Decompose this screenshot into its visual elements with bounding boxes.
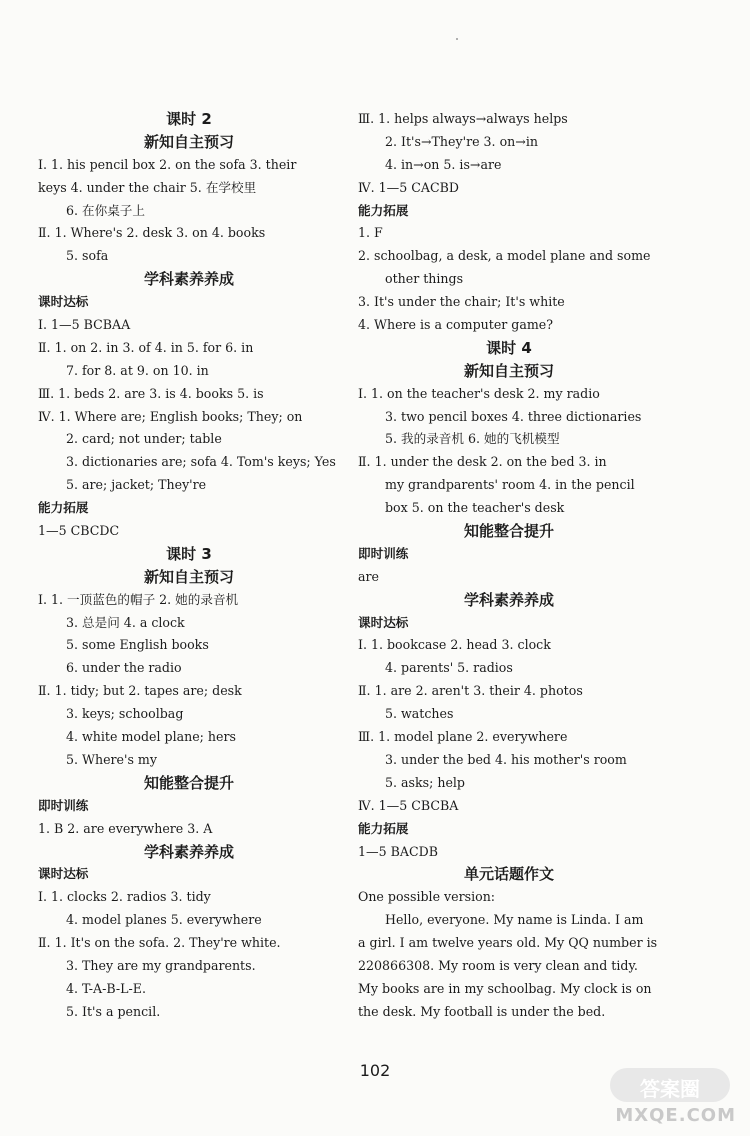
answer-line-continued: 2. card; not under; table (66, 431, 222, 447)
answer-line-continued: 7. for 8. at 9. on 10. in (66, 362, 209, 378)
page-number: 102 (359, 1061, 391, 1080)
answer-line-continued: 4. T-A-B-L-E. (66, 980, 146, 996)
subsection-label: 能力拓展 (38, 500, 89, 516)
site-watermark (600, 1068, 740, 1130)
subsection-label: 课时达标 (38, 866, 89, 882)
answer-line-continued: 5. are; jacket; They're (66, 477, 207, 493)
section-title: 课时 2 (166, 110, 212, 128)
answer-line: Ⅲ. 1. model plane 2. everywhere (358, 729, 568, 745)
answer-line: Ⅰ. 1. bookcase 2. head 3. clock (358, 637, 551, 653)
section-title: 学科素养养成 (463, 590, 554, 609)
answer-line-continued: 3. 总是问 4. a clock (66, 614, 185, 630)
answer-line-continued: 3. under the bed 4. his mother's room (385, 751, 627, 767)
watermark-logo-text: 答案圈 (640, 1077, 700, 1101)
answer-line: Ⅳ. 1—5 CACBD (358, 179, 459, 195)
answer-line-continued: my grandparents' room 4. in the pencil (385, 477, 635, 493)
answer-column-left (38, 108, 340, 1024)
subsection-label: 能力拓展 (358, 820, 409, 836)
answer-line: Ⅱ. 1. are 2. aren't 3. their 4. photos (358, 683, 583, 699)
answer-line: 2. schoolbag, a desk, a model plane and some (358, 248, 651, 264)
answer-line: keys 4. under the chair 5. 在学校里 (38, 179, 257, 195)
subsection-label: 课时达标 (358, 614, 409, 630)
answer-line-continued: other things (385, 271, 464, 287)
answer-line-continued: 4. model planes 5. everywhere (66, 912, 262, 928)
answer-line: Ⅰ. 1. clocks 2. radios 3. tidy (38, 889, 211, 905)
answer-line: 220866308. My room is very clean and tidy. (358, 957, 638, 973)
section-title: 知能整合提升 (143, 773, 234, 792)
section-title: 知能整合提升 (463, 522, 554, 541)
answer-line-continued: 4. parents' 5. radios (385, 660, 513, 676)
answer-line-continued: 3. two pencil boxes 4. three dictionaries (385, 408, 642, 424)
answer-line: One possible version: (358, 889, 496, 905)
answer-line: 1—5 CBCDC (38, 523, 120, 539)
answer-line-continued: box 5. on the teacher's desk (385, 500, 565, 516)
answer-line-continued: 5. It's a pencil. (66, 1003, 161, 1019)
section-title: 新知自主预习 (463, 361, 554, 380)
answer-line-continued: 5. 我的录音机 6. 她的飞机模型 (385, 431, 560, 447)
answer-line-continued: 3. dictionaries are; sofa 4. Tom's keys; Yes (66, 454, 336, 470)
answer-line: 1. F (358, 225, 383, 241)
answer-line-continued: 4. in→on 5. is→are (385, 156, 502, 172)
answer-line: Ⅰ. 1. his pencil box 2. on the sofa 3. their (38, 156, 297, 172)
answer-line: Ⅱ. 1. under the desk 2. on the bed 3. in (358, 454, 607, 470)
answer-line-continued: 3. keys; schoolbag (66, 706, 184, 722)
subsection-label: 课时达标 (38, 294, 89, 310)
answer-line: 1. B 2. are everywhere 3. A (38, 820, 213, 836)
answer-line: a girl. I am twelve years old. My QQ number is (358, 935, 658, 951)
section-title: 新知自主预习 (143, 132, 234, 151)
section-title: 单元话题作文 (463, 865, 554, 884)
answer-line-continued: 5. Where's my (66, 751, 157, 767)
subsection-label: 即时训练 (38, 797, 89, 813)
answer-line-continued: 3. They are my grandparents. (66, 957, 256, 973)
answer-line: Ⅲ. 1. beds 2. are 3. is 4. books 5. is (38, 385, 264, 401)
answer-line-continued: 5. watches (385, 706, 454, 722)
answer-line: are (358, 568, 379, 584)
section-title: 课时 4 (486, 338, 532, 357)
section-title: 学科素养养成 (143, 270, 234, 289)
answer-line: 3. It's under the chair; It's white (358, 294, 565, 310)
answer-line: Ⅰ. 1—5 BCBAA (38, 317, 131, 333)
answer-line: Ⅰ. 1. 一顶蓝色的帽子 2. 她的录音机 (38, 591, 239, 607)
answer-line: Ⅰ. 1. on the teacher's desk 2. my radio (358, 385, 600, 401)
answer-line-continued: 2. It's→They're 3. on→in (385, 133, 538, 149)
answer-line: Ⅱ. 1. on 2. in 3. of 4. in 5. for 6. in (38, 339, 254, 355)
answer-line-continued: Hello, everyone. My name is Linda. I am (385, 912, 644, 928)
answer-line-continued: 5. sofa (66, 248, 109, 264)
answer-column-right (358, 108, 660, 1024)
section-title: 课时 3 (166, 544, 212, 563)
answer-line: 4. Where is a computer game? (358, 317, 554, 333)
answer-line: 1—5 BACDB (358, 843, 438, 859)
answer-line: Ⅱ. 1. tidy; but 2. tapes are; desk (38, 683, 242, 699)
answer-line-continued: 6. under the radio (66, 660, 182, 676)
answer-line: My books are in my schoolbag. My clock is on (358, 980, 652, 996)
subsection-label: 即时训练 (358, 545, 409, 561)
answer-line: Ⅱ. 1. Where's 2. desk 3. on 4. books (38, 225, 266, 241)
answer-line: Ⅱ. 1. It's on the sofa. 2. They're white. (38, 935, 281, 951)
answer-line: Ⅳ. 1—5 CBCBA (358, 797, 459, 813)
answer-line: Ⅲ. 1. helps always→always helps (358, 111, 568, 126)
answer-line-continued: 4. white model plane; hers (66, 729, 236, 745)
section-title: 学科素养养成 (143, 842, 234, 861)
answer-line-continued: 5. asks; help (385, 774, 465, 790)
answer-line: the desk. My football is under the bed. (358, 1003, 606, 1019)
watermark-site: MXQE.COM (615, 1105, 736, 1126)
watermark-logo (610, 1068, 730, 1102)
section-title: 新知自主预习 (143, 567, 234, 586)
answer-line-continued: 6. 在你桌子上 (66, 202, 145, 218)
scan-dot (456, 38, 458, 40)
subsection-label: 能力拓展 (358, 202, 409, 218)
answer-line: Ⅳ. 1. Where are; English books; They; on (38, 408, 303, 424)
answer-line-continued: 5. some English books (66, 637, 209, 653)
